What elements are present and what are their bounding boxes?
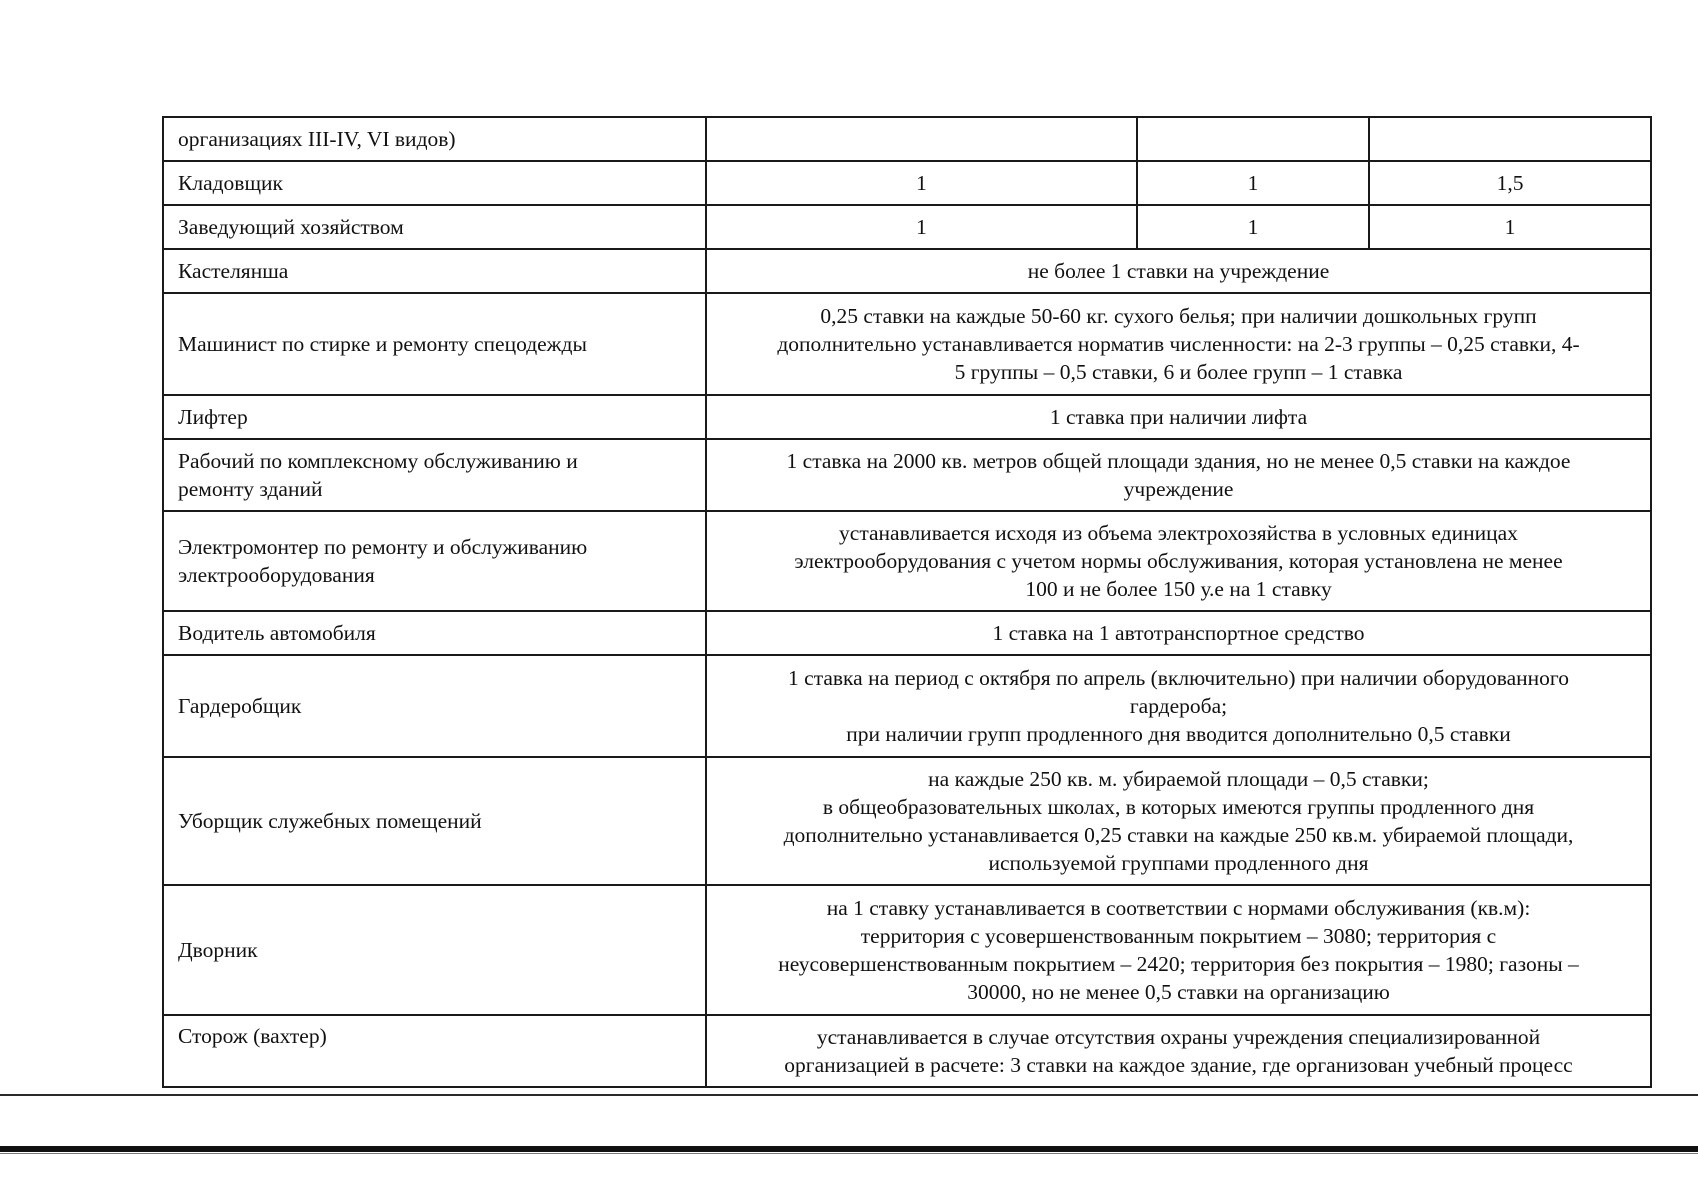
table-row bbox=[163, 611, 1651, 655]
position-cell bbox=[163, 161, 706, 205]
norm-text: устанавливается в случае отсутствия охраны учреждения специализированной bbox=[816, 1025, 1541, 1049]
position-name: ремонту зданий bbox=[178, 477, 323, 501]
norm-text: на каждые 250 кв. м. убираемой площади – 0,5 ставки; bbox=[928, 767, 1429, 791]
norm-text: устанавливается исходя из объема электрохозяйства в условных единицах bbox=[839, 521, 1518, 545]
norm-cell bbox=[706, 1015, 1651, 1087]
position-cell bbox=[163, 205, 706, 249]
table-row bbox=[163, 249, 1651, 293]
norm-text: 1 ставка при наличии лифта bbox=[1049, 405, 1308, 429]
position-name: электрооборудования bbox=[178, 563, 375, 587]
norm-text: на 1 ставку устанавливается в соответствии с нормами обслуживания (кв.м): bbox=[826, 896, 1531, 920]
norm-cell bbox=[706, 395, 1651, 439]
table-row bbox=[163, 655, 1651, 757]
norm-text: используемой группами продленного дня bbox=[988, 851, 1369, 875]
position-cell bbox=[163, 885, 706, 1015]
position-cell bbox=[163, 117, 706, 161]
norm-text: территория с усовершенствованным покрытием – 3080; территория с bbox=[860, 924, 1497, 948]
norm-text: гардероба; bbox=[1129, 694, 1228, 718]
value-cell bbox=[1369, 117, 1651, 161]
norm-cell bbox=[706, 885, 1651, 1015]
position-name: организациях III-IV, VI видов) bbox=[178, 127, 456, 151]
norm-text: организацией в расчете: 3 ставки на каждое здание, где организован учебный процесс bbox=[784, 1053, 1573, 1077]
position-cell bbox=[163, 439, 706, 511]
position-name: Рабочий по комплексному обслуживанию и bbox=[178, 449, 578, 473]
table-row bbox=[163, 395, 1651, 439]
position-name: Дворник bbox=[178, 938, 258, 962]
position-cell bbox=[163, 1015, 706, 1087]
value-cell bbox=[1137, 117, 1369, 161]
table-row bbox=[163, 439, 1651, 511]
value-cell: 1 bbox=[1137, 161, 1369, 205]
position-name: Кладовщик bbox=[178, 171, 283, 195]
norm-text: неусовершенствованным покрытием – 2420; территория без покрытия – 1980; газоны – bbox=[778, 952, 1579, 976]
value-cell: 1 bbox=[706, 205, 1137, 249]
position-cell bbox=[163, 757, 706, 885]
position-name: Гардеробщик bbox=[178, 694, 302, 718]
position-cell bbox=[163, 655, 706, 757]
page-border-shadow-line bbox=[0, 1153, 1698, 1154]
position-name: Уборщик служебных помещений bbox=[178, 809, 482, 833]
value-cell: 1 bbox=[1369, 205, 1651, 249]
norm-text: при наличии групп продленного дня вводится дополнительно 0,5 ставки bbox=[846, 722, 1511, 746]
page-border-line bbox=[0, 1146, 1698, 1152]
staffing-norms-table bbox=[162, 116, 1652, 1088]
norm-cell bbox=[706, 249, 1651, 293]
norm-text: 100 и не более 150 у.е на 1 ставку bbox=[1025, 577, 1332, 601]
norm-text: не более 1 ставки на учреждение bbox=[1027, 259, 1330, 283]
position-name: Машинист по стирке и ремонту спецодежды bbox=[178, 332, 587, 356]
norm-text: 1 ставка на 1 автотранспортное средство bbox=[992, 621, 1365, 645]
table-row bbox=[163, 885, 1651, 1015]
norm-cell bbox=[706, 439, 1651, 511]
position-name: Водитель автомобиля bbox=[178, 621, 376, 645]
position-cell bbox=[163, 249, 706, 293]
norm-cell bbox=[706, 655, 1651, 757]
table-row bbox=[163, 161, 1651, 205]
norm-text: дополнительно устанавливается 0,25 ставки на каждые 250 кв.м. убираемой площади, bbox=[783, 823, 1574, 847]
norm-text: 0,25 ставки на каждые 50-60 кг. сухого белья; при наличии дошкольных групп bbox=[820, 304, 1537, 328]
position-cell bbox=[163, 611, 706, 655]
position-name: Заведующий хозяйством bbox=[178, 215, 404, 239]
norm-cell bbox=[706, 611, 1651, 655]
position-name: Кастелянша bbox=[178, 259, 289, 283]
table-row bbox=[163, 511, 1651, 611]
position-name: Электромонтер по ремонту и обслуживанию bbox=[178, 535, 588, 559]
norm-text: электрооборудования с учетом нормы обслуживания, которая установлена не менее bbox=[794, 549, 1563, 573]
norm-text: 1 ставка на период с октября по апрель (включительно) при наличии оборудованного bbox=[788, 666, 1569, 690]
value-cell: 1 bbox=[1137, 205, 1369, 249]
table-row bbox=[163, 293, 1651, 395]
norm-text: 5 группы – 0,5 ставки, 6 и более групп – 1 ставка bbox=[954, 360, 1403, 384]
page-divider-line bbox=[0, 1094, 1698, 1096]
table-row bbox=[163, 117, 1651, 161]
norm-cell bbox=[706, 511, 1651, 611]
position-cell bbox=[163, 395, 706, 439]
norm-text: дополнительно устанавливается норматив численности: на 2-3 группы – 0,25 ставки, 4- bbox=[777, 332, 1580, 356]
position-cell bbox=[163, 511, 706, 611]
norm-cell bbox=[706, 293, 1651, 395]
norm-text: учреждение bbox=[1123, 477, 1234, 501]
norm-text: 1 ставка на 2000 кв. метров общей площади здания, но не менее 0,5 ставки на каждое bbox=[786, 449, 1571, 473]
table-row bbox=[163, 205, 1651, 249]
value-cell: 1 bbox=[706, 161, 1137, 205]
table-row bbox=[163, 1015, 1651, 1087]
value-cell bbox=[706, 117, 1137, 161]
table-row bbox=[163, 757, 1651, 885]
position-cell bbox=[163, 293, 706, 395]
value-cell: 1,5 bbox=[1369, 161, 1651, 205]
norm-text: 30000, но не менее 0,5 ставки на организацию bbox=[967, 980, 1390, 1004]
position-name: Лифтер bbox=[178, 405, 248, 429]
position-name: Сторож (вахтер) bbox=[178, 1024, 327, 1048]
norm-text: в общеобразовательных школах, в которых имеются группы продленного дня bbox=[822, 795, 1535, 819]
norm-cell bbox=[706, 757, 1651, 885]
